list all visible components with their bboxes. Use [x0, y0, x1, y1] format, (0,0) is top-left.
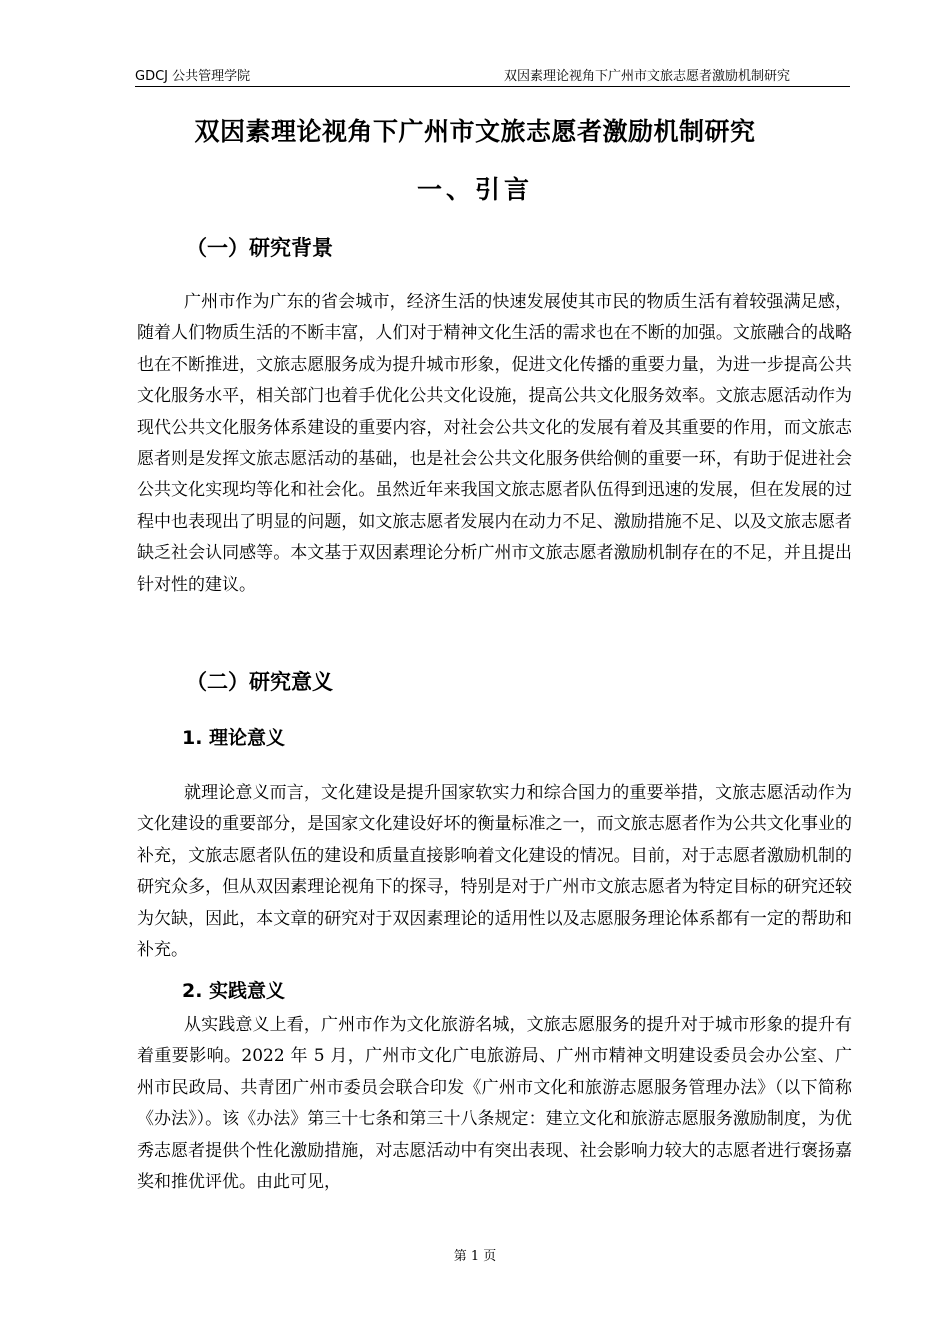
header-running-title: 双因素理论视角下广州市文旅志愿者激励机制研究 — [503, 69, 790, 84]
paragraph-theoretical: 就理论意义而言，文化建设是提升国家软实力和综合国力的重要举措，文旅志愿活动作为文化建设的重要部分，是国家文化建设好坏的衡量标准之一，而文旅志愿者作为公共文化事业的补充，文旅志愿者队伍的建设和质量直接影响着文化建设的情况。目前，对于志愿者激励机制的研究众多，但从双因素理论视角下的探寻，特别是对于广州市文旅志愿者为特定目标的研究还较为欠缺，因此，本文章的研究对于双因素理论的适用性以及志愿服务理论体系都有一定的帮助和补充。 — [137, 783, 852, 961]
subsection-heading-background: （一）研究背景 — [186, 236, 333, 260]
page-number: 第 1 页 — [453, 1249, 497, 1264]
subsubsection-heading-practical: 2. 实践意义 — [182, 980, 286, 1002]
paragraph-background: 广州市作为广东的省会城市，经济生活的快速发展使其市民的物质生活有着较强满足感，随着人们物质生活的不断丰富，人们对于精神文化生活的需求也在不断的加强。文旅融合的战略也在不断推进，文旅志愿服务成为提升城市形象，促进文化传播的重要力量，为进一步提高公共文化服务水平，相关部门也着手优化公共文化设施，提高公共文化服务效率。文旅志愿活动作为现代公共文化服务体系建设的重要内容，对社会公共文化的发展有着及其重要的作用，而文旅志愿者则是发挥文旅志愿活动的基础，也是社会公共文化服务供给侧的重要一环，有助于促进社会公共文化实现均等化和社会化。虽然近年来我国文旅志愿者队伍得到迅速的发展，但在发展的过程中也表现出了明显的问题，如文旅志愿者发展内在动力不足、激励措施不足、以及文旅志愿者缺乏社会认同感等。本文基于双因素理论分析广州市文旅志愿者激励机制存在的不足，并且提出针对性的建议。 — [137, 292, 852, 595]
header-institution: GDCJ 公共管理学院 — [135, 69, 251, 84]
paragraph-practical: 从实践意义上看，广州市作为文化旅游名城，文旅志愿服务的提升对于城市形象的提升有着重要影响。2022 年 5 月，广州市文化广电旅游局、广州市精神文明建设委员会办公室、广州市民政局、共青团广州市委员会联合印发《广州市文化和旅游志愿服务管理办法》（以下简称《办法》）。该《办法》第三十七条和第三十八条规定：建立文化和旅游志愿服务激励制度，为优秀志愿者提供个性化激励措施，对志愿活动中有突出表现、社会影响力较大的志愿者进行褒扬嘉奖和推优评优。由此可见， — [137, 1015, 852, 1193]
section-heading-introduction: 一、引言 — [416, 175, 533, 204]
subsubsection-heading-theoretical: 1. 理论意义 — [182, 727, 286, 749]
subsection-heading-significance: （二）研究意义 — [186, 670, 333, 694]
document-title: 双因素理论视角下广州市文旅志愿者激励机制研究 — [194, 117, 756, 146]
page-header — [135, 62, 850, 87]
